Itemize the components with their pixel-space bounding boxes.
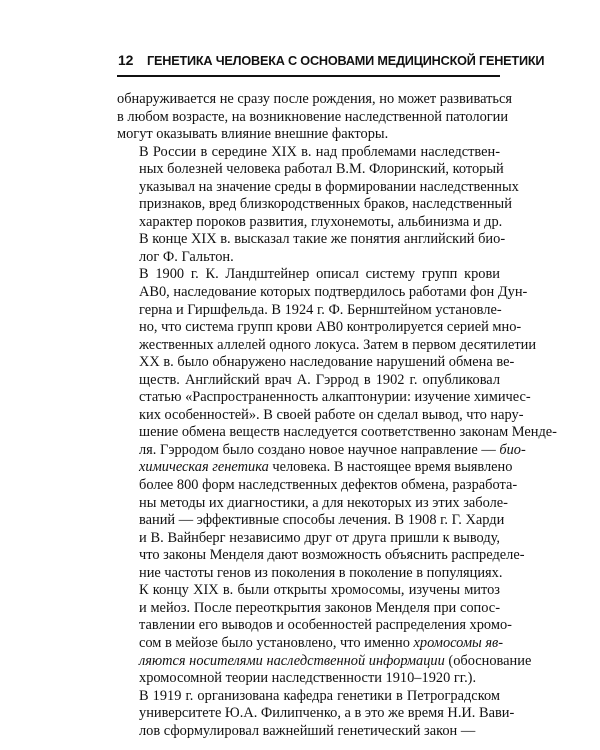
text-run: статью «Распространенность алкаптонурии: изучение химичес- (139, 389, 531, 406)
text-line (117, 108, 509, 127)
text-run: университете Ю.А. Филипченко, а в это же время Н.И. Вави- (139, 705, 515, 722)
text-line (117, 670, 500, 688)
text-run: ваний — эффективные способы лечения. В 1908 г. Г. Харди (139, 512, 505, 529)
text-line (117, 652, 532, 671)
text-line (117, 477, 518, 495)
paragraph (117, 143, 519, 267)
text-line (117, 91, 512, 109)
text-run: ля. Гэрродом было создано новое научное направление — (139, 441, 500, 458)
text-line (117, 126, 500, 144)
text-line (117, 705, 515, 723)
text-run: В конце XIX в. высказал такие же понятия английский био- (139, 231, 506, 248)
text-line (117, 441, 526, 460)
text-line (117, 424, 557, 442)
text-line (117, 406, 524, 425)
italic-term: ляются носителями наследственной информации (139, 652, 445, 669)
paragraph (117, 687, 515, 741)
text-line (117, 319, 522, 337)
text-run: человека. В настоящее время выявлено (268, 459, 513, 476)
text-run: обнаруживается не сразу после рождения, но может развиваться (117, 91, 512, 107)
text-run: XX в. было обнаружено наследование нарушений обмена ве- (139, 354, 515, 371)
text-run: указывал на значение среды в формировании наследственных (139, 178, 519, 195)
text-run: К концу XIX в. были открыты хромосомы, изучены митоз (139, 582, 500, 599)
text-run: лог Ф. Гальтон. (139, 248, 234, 265)
text-run: и мейоз. После переоткрытия законов Менделя при сопос- (139, 599, 500, 616)
paragraph (117, 266, 557, 582)
italic-term: химическая генетика (139, 459, 269, 476)
text-run: в любом возрасте, на возникновение наследственной патологии (117, 108, 509, 125)
text-line (117, 512, 505, 530)
text-run: признаков, вред близкородственных браков, наследственный (139, 196, 512, 213)
text-line (117, 372, 500, 390)
text-run: могут оказывать влияние внешние факторы. (117, 126, 389, 143)
text-run: характер пороков развития, глухонемоты, альбинизма и др. (139, 213, 503, 230)
running-header (118, 52, 545, 68)
text-run: сом в мейозе было установлено, что именно (139, 634, 414, 651)
text-line (117, 688, 500, 706)
text-run: герна и Гиршфельда. В 1924 г. Ф. Бернштейном установле- (139, 301, 502, 318)
text-line (117, 302, 500, 320)
text-run: жественных аллелей одного локуса. Затем в первом десятилетии (139, 336, 537, 353)
italic-term: хромосомы яв- (413, 634, 504, 651)
text-run: более 800 форм наследственных дефектов обмена, разработа- (139, 477, 518, 494)
text-run: АВ0, наследование которых подтвердилось работами фон Дун- (139, 284, 528, 301)
text-run: лов сформулировал важнейший генетический закон — (139, 722, 476, 739)
text-run: ществ. Английский врач А. Гэррод в 1902 г. опубликовал (139, 371, 500, 388)
text-line (117, 617, 512, 635)
text-run: В 1919 г. организована кафедра генетики в Петроградском (139, 687, 500, 704)
text-line (117, 231, 506, 249)
text-run: и В. Вайнберг независимо друг от друга пришли к выводу, (139, 529, 500, 546)
text-line (117, 459, 513, 477)
text-line (117, 547, 525, 565)
text-run: ных болезней человека работал В.М. Флоринский, который (139, 161, 504, 178)
text-line (117, 266, 500, 284)
text-line (117, 213, 503, 232)
text-line (117, 336, 537, 355)
text-run: ких особенностей». В своей работе он сделал вывод, что нару- (139, 406, 524, 423)
text-line (117, 249, 500, 267)
text-run: ние частоты генов из поколения в поколение в популяциях. (139, 564, 503, 581)
text-line (117, 354, 515, 372)
text-line (117, 196, 512, 214)
paragraph (117, 582, 532, 687)
text-run: В 1900 г. К. Ландштейнер описал систему групп крови (139, 266, 500, 283)
text-run: шение обмена веществ наследуется соответственно законам Менде- (139, 424, 557, 441)
text-line (117, 284, 528, 302)
text-line (117, 530, 500, 548)
text-run: (обоснование (444, 652, 532, 669)
text-line (117, 161, 504, 179)
text-line (117, 494, 508, 513)
page-number: 12 (118, 52, 134, 68)
text-run: хромосомной теории наследственности 1910–1920 гг.). (139, 670, 477, 687)
text-line (117, 723, 500, 741)
text-run: что законы Менделя дают возможность объяснить распределе- (139, 547, 525, 564)
text-line (117, 389, 531, 407)
text-run: тавлении его выводов и особенностей распределения хромо- (139, 617, 512, 634)
text-line (117, 600, 500, 618)
text-line (117, 582, 500, 600)
text-run: но, что система групп крови АВ0 контролируется серией мно- (139, 319, 522, 336)
text-run: В России в середине XIX в. над проблемами наследствен- (139, 143, 500, 160)
text-line (117, 634, 504, 653)
body-text (117, 91, 557, 740)
running-title: ГЕНЕТИКА ЧЕЛОВЕКА С ОСНОВАМИ МЕДИЦИНСКОЙ ГЕНЕТИКИ (147, 52, 545, 68)
text-run: ны методы их диагностики, а для некоторых из этих заболе- (139, 494, 508, 511)
paragraph (117, 91, 512, 144)
text-line (117, 564, 503, 583)
text-line (117, 144, 500, 162)
header-rule (117, 75, 500, 77)
text-line (117, 178, 519, 197)
italic-term: био- (499, 441, 526, 458)
